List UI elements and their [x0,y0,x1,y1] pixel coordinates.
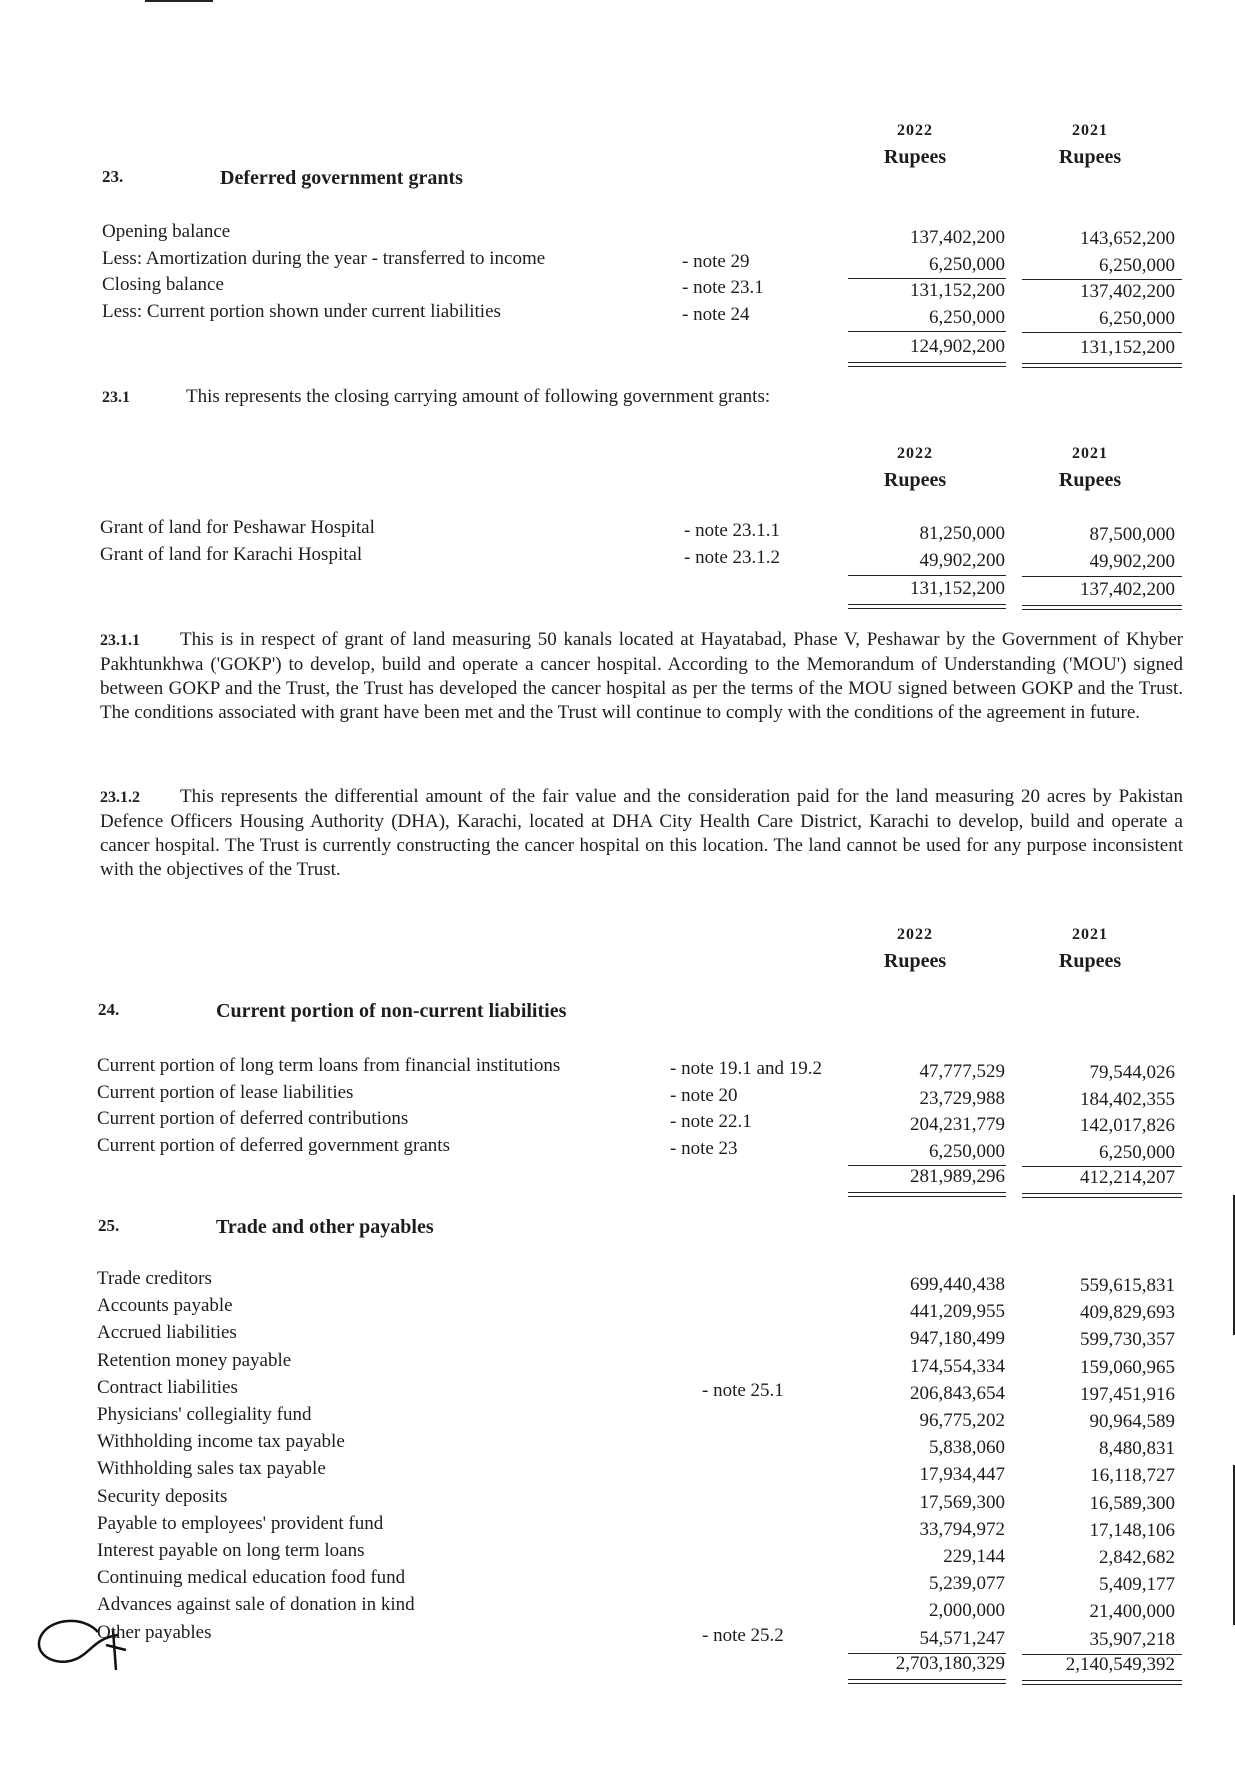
row-label: Advances against sale of donation in kind [97,1594,415,1616]
row-value-2021: 49,902,200 [1089,551,1175,572]
row-value-2022: 699,440,438 [910,1274,1005,1295]
total-2021: 412,214,207 [1080,1167,1175,1188]
row-value-2022: 2,000,000 [929,1600,1005,1622]
section-23-1-header-c21 [1010,445,1170,492]
total-2022: 131,152,200 [910,578,1005,599]
row-label: Accrued liabilities [97,1322,237,1344]
row-label: Security deposits [97,1485,228,1507]
row-label: Less: Amortization during the year - transferred to income [102,247,546,269]
row-note: - note 24 [682,303,750,325]
total-2021: 2,140,549,392 [1065,1654,1175,1675]
row-value-2021: 21,400,000 [1089,1601,1175,1623]
row-value-2022: 174,554,334 [910,1355,1005,1377]
row-value-2021: 197,451,916 [1080,1383,1175,1405]
row-value-2022: 131,152,200 [910,280,1005,301]
currency-header: Rupees [1058,950,1122,972]
section-24-header-c21 [1010,926,1170,973]
year-header: 2021 [1072,926,1108,943]
row-value-2022: 54,571,247 [919,1627,1005,1649]
subtotal-rule [1022,576,1182,577]
total-double-rule [1022,363,1182,368]
row-value-2022: 204,231,779 [910,1114,1005,1135]
total-2022: 124,902,200 [910,336,1005,357]
row-value-2022: 947,180,499 [910,1328,1005,1350]
row-value-2021: 6,250,000 [1099,307,1175,329]
row-value-2022: 206,843,654 [910,1382,1005,1404]
row-value-2022: 5,239,077 [929,1573,1005,1595]
subtotal-rule [848,575,1006,576]
year-header: 2021 [1072,445,1108,462]
row-value-2022: 96,775,202 [919,1410,1005,1431]
note-23-1-1 [100,628,1183,725]
note-23-1-2 [100,785,1183,882]
section-title: Deferred government grants [220,167,463,189]
row-value-2021: 6,250,000 [1099,254,1175,276]
section-number: 25. [98,1216,120,1235]
row-value-2022: 6,250,000 [929,1140,1005,1162]
row-value-2021: 5,409,177 [1099,1574,1175,1596]
row-value-2021: 142,017,826 [1080,1115,1175,1136]
row-note: - note 22.1 [670,1111,752,1132]
row-value-2021: 2,842,682 [1099,1547,1175,1568]
section-23-1-heading [102,386,770,408]
total-double-rule [1022,1193,1182,1198]
row-value-2021: 90,964,589 [1089,1411,1175,1432]
row-value-2021: 16,118,727 [1090,1465,1175,1487]
row-value-2021: 17,148,106 [1089,1519,1175,1541]
row-value-2021: 559,615,831 [1080,1275,1175,1296]
row-note: - note 23.1.2 [684,547,781,568]
row-value-2022: 49,902,200 [919,550,1005,571]
row-label: Contract liabilities [97,1376,238,1398]
subtotal-rule [848,278,1006,279]
subtotal-rule [1022,279,1182,280]
row-value-2021: 184,402,355 [1080,1088,1175,1110]
row-value-2021: 159,060,965 [1080,1356,1175,1378]
year-header: 2021 [1072,122,1108,139]
row-note: - note 20 [670,1084,738,1106]
total-2021: 137,402,200 [1080,579,1175,600]
currency-header: Rupees [883,146,947,168]
subtotal-rule [848,331,1006,332]
row-label: Current portion of lease liabilities [97,1081,354,1103]
row-note: - note 25.2 [702,1624,784,1646]
row-label: Other payables [97,1621,212,1643]
row-value-2022: 33,794,972 [919,1518,1005,1540]
row-label: Continuing medical education food fund [97,1567,406,1589]
row-label: Grant of land for Karachi Hospital [100,544,363,565]
section-23-header-c21 [1010,122,1170,169]
row-label: Payable to employees' provident fund [97,1512,384,1534]
total-2021: 131,152,200 [1080,337,1175,358]
section-title: Trade and other payables [216,1216,434,1238]
total-double-rule [1022,1680,1182,1685]
year-header: 2022 [897,926,933,943]
scan-artifact [145,0,213,2]
row-value-2021: 35,907,218 [1089,1628,1175,1650]
row-value-2022: 6,250,000 [929,253,1005,275]
total-double-rule [848,362,1006,367]
currency-header: Rupees [883,469,947,491]
row-label: Trade creditors [97,1268,212,1289]
row-label: Less: Current portion shown under current liabilities [102,300,501,322]
year-header: 2022 [897,122,933,139]
row-value-2021: 143,652,200 [1080,228,1175,249]
row-label: Retention money payable [97,1349,292,1371]
note-text: This is in respect of grant of land measuring 50 kanals located at Hayatabad, Phase V, Peshawar by the Government of Khyber Pakhtunkhwa ('GOKP') to develop, build and operate a cancer hospital. According to the Memorandum of Understanding ('MOU') signed between GOKP and the Trust, the Trust has developed the cancer hospital as per the terms of the MOU signed between GOKP and the Trust. The conditions associated with grant have been met and the Trust will continue to comply with the conditions of the agreement in future. [100,629,1183,723]
section-24-header-c22 [835,926,995,973]
row-value-2022: 17,569,300 [919,1491,1005,1513]
row-label: Withholding sales tax payable [97,1458,326,1480]
section-number: 23.1 [102,389,130,406]
row-note: - note 23.1 [682,277,764,298]
row-label: Closing balance [102,274,224,295]
currency-header: Rupees [1058,469,1122,491]
row-value-2021: 8,480,831 [1099,1438,1175,1460]
row-label: Accounts payable [97,1295,233,1317]
total-double-rule [848,1192,1006,1197]
row-value-2022: 17,934,447 [919,1464,1005,1486]
row-label: Grant of land for Peshawar Hospital [100,517,375,538]
row-value-2021: 409,829,693 [1080,1302,1175,1324]
total-double-rule [848,604,1006,609]
total-double-rule [1022,605,1182,610]
row-label: Physicians' collegiality fund [97,1404,312,1425]
row-label: Interest payable on long term loans [97,1540,365,1561]
section-23-1-header-c22 [835,445,995,492]
subtotal-rule [1022,332,1182,333]
row-note: - note 23.1.1 [684,520,781,541]
year-header: 2022 [897,445,933,462]
row-note: - note 29 [682,250,750,272]
row-value-2021: 79,544,026 [1089,1062,1175,1083]
row-value-2022: 229,144 [943,1546,1005,1567]
note-number: 23.1.2 [100,789,140,806]
section-title: Current portion of non-current liabilities [216,1000,567,1022]
row-note: - note 19.1 and 19.2 [670,1058,822,1079]
row-value-2022: 23,729,988 [919,1087,1005,1109]
note-text: This represents the differential amount of the fair value and the consideration paid for the land measuring 20 acres by Pakistan Defence Officers Housing Authority (DHA), Karachi, located at DHA City Health Care District, Karachi to develop, build and operate a cancer hospital. The Trust is currently constructing the cancer hospital on this location. The land cannot be used for any purpose inconsistent with the objectives of the Trust. [100,786,1183,880]
currency-header: Rupees [883,950,947,972]
row-label: Current portion of long term loans from financial institutions [97,1055,561,1076]
row-value-2021: 137,402,200 [1080,281,1175,302]
row-value-2022: 81,250,000 [919,523,1005,544]
section-number: 23. [102,167,124,186]
row-label: Current portion of deferred contributions [97,1108,409,1129]
section-text: This represents the closing carrying amount of following government grants: [186,386,771,407]
row-value-2022: 47,777,529 [919,1061,1005,1082]
row-label: Current portion of deferred government grants [97,1134,450,1156]
total-double-rule [848,1679,1006,1684]
row-label: Withholding income tax payable [97,1431,345,1453]
currency-header: Rupees [1058,146,1122,168]
row-value-2021: 16,589,300 [1089,1492,1175,1514]
row-value-2022: 6,250,000 [929,306,1005,328]
row-note: - note 23 [670,1137,738,1159]
signature-mark [28,1610,128,1680]
row-label: Opening balance [102,221,231,242]
row-value-2022: 5,838,060 [929,1437,1005,1459]
row-note: - note 25.1 [702,1379,784,1401]
note-number: 23.1.1 [100,632,140,649]
section-23-header-c22 [835,122,995,169]
row-value-2022: 441,209,955 [910,1301,1005,1323]
row-value-2021: 6,250,000 [1099,1141,1175,1163]
total-2022: 2,703,180,329 [895,1653,1005,1674]
section-number: 24. [98,1000,120,1019]
total-2022: 281,989,296 [910,1166,1005,1187]
row-value-2022: 137,402,200 [910,227,1005,248]
row-value-2021: 599,730,357 [1080,1329,1175,1351]
row-value-2021: 87,500,000 [1089,524,1175,545]
